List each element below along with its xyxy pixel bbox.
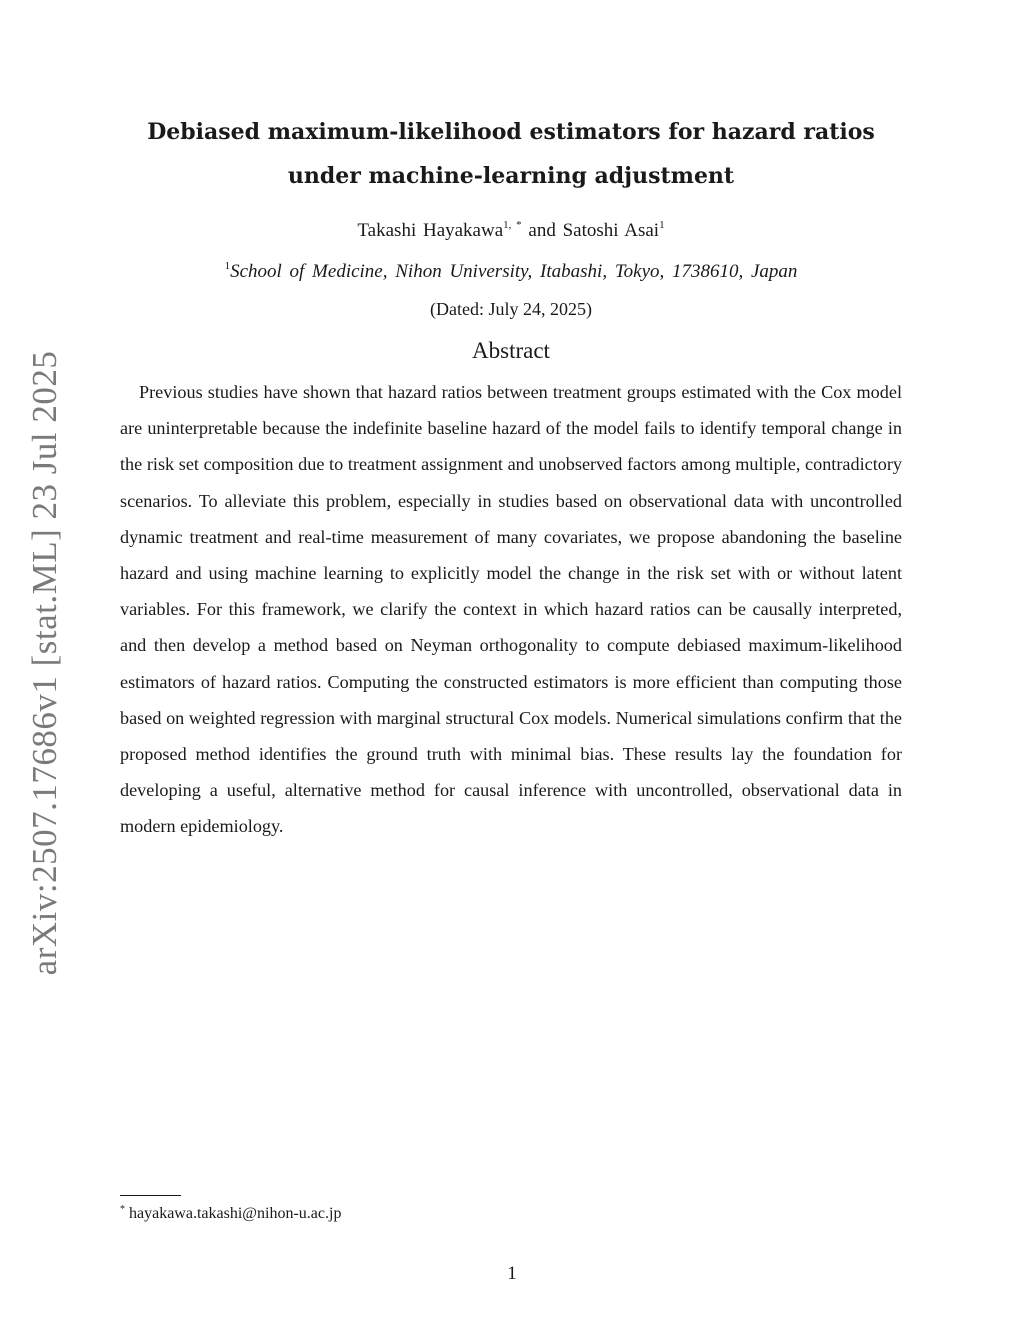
paper-title: Debiased maximum-likelihood estimators for hazard ratios under machine-learning adjustment bbox=[147, 119, 875, 189]
author-line bbox=[120, 218, 902, 244]
author-name: Satoshi Asai bbox=[562, 220, 660, 241]
author-conjunction: and bbox=[528, 220, 556, 241]
footnote-mark: * bbox=[120, 1204, 125, 1215]
author-affiliation-mark: 1 bbox=[659, 219, 665, 231]
footnote-email-link[interactable]: hayakawa.takashi@nihon-u.ac.jp bbox=[129, 1205, 342, 1222]
affiliation-mark: 1 bbox=[224, 260, 231, 272]
author-name: Takashi Hayakawa bbox=[357, 220, 504, 241]
abstract-body: Previous studies have shown that hazard ratios between treatment groups estimated with the Cox model are uninterpretable because the indefinite baseline hazard of the model fails to identify temporal change in the risk set composition due to treatment assignment and unobserved factors among multiple, contradictory scenarios. To alleviate this problem, especially in studies based on observational data with uncontrolled dynamic treatment and real-time measurement of many covariates, we propose abandoning the baseline hazard and using machine learning to explicitly model the change in the risk set with or without latent variables. For this framework, we clarify the context in which hazard ratios can be causally interpreted, and then develop a method based on Neyman orthogonality to compute debiased maximum-likelihood estimators of hazard ratios. Computing the constructed estimators is more efficient than computing those based on weighted regression with marginal structural Cox models. Numerical simulations confirm that the proposed method identifies the ground truth with minimal bias. These results lay the foundation for developing a useful, alternative method for causal inference with uncontrolled, observational data in modern epidemiology. bbox=[120, 382, 902, 837]
arxiv-identifier-stamp[interactable]: arXiv:2507.17686v1 [stat.ML] 23 Jul 2025 bbox=[25, 350, 64, 976]
affiliation-line bbox=[120, 259, 902, 285]
date-line: (Dated: July 24, 2025) bbox=[430, 299, 592, 319]
author-affiliation-mark: 1, * bbox=[503, 219, 522, 231]
footnote bbox=[120, 1203, 341, 1225]
footnote-divider bbox=[120, 1195, 181, 1196]
abstract-heading: Abstract bbox=[472, 338, 550, 363]
affiliation-text: School of Medicine, Nihon University, Itabashi, Tokyo, 1738610, Japan bbox=[230, 261, 798, 282]
page-number: 1 bbox=[507, 1263, 517, 1284]
